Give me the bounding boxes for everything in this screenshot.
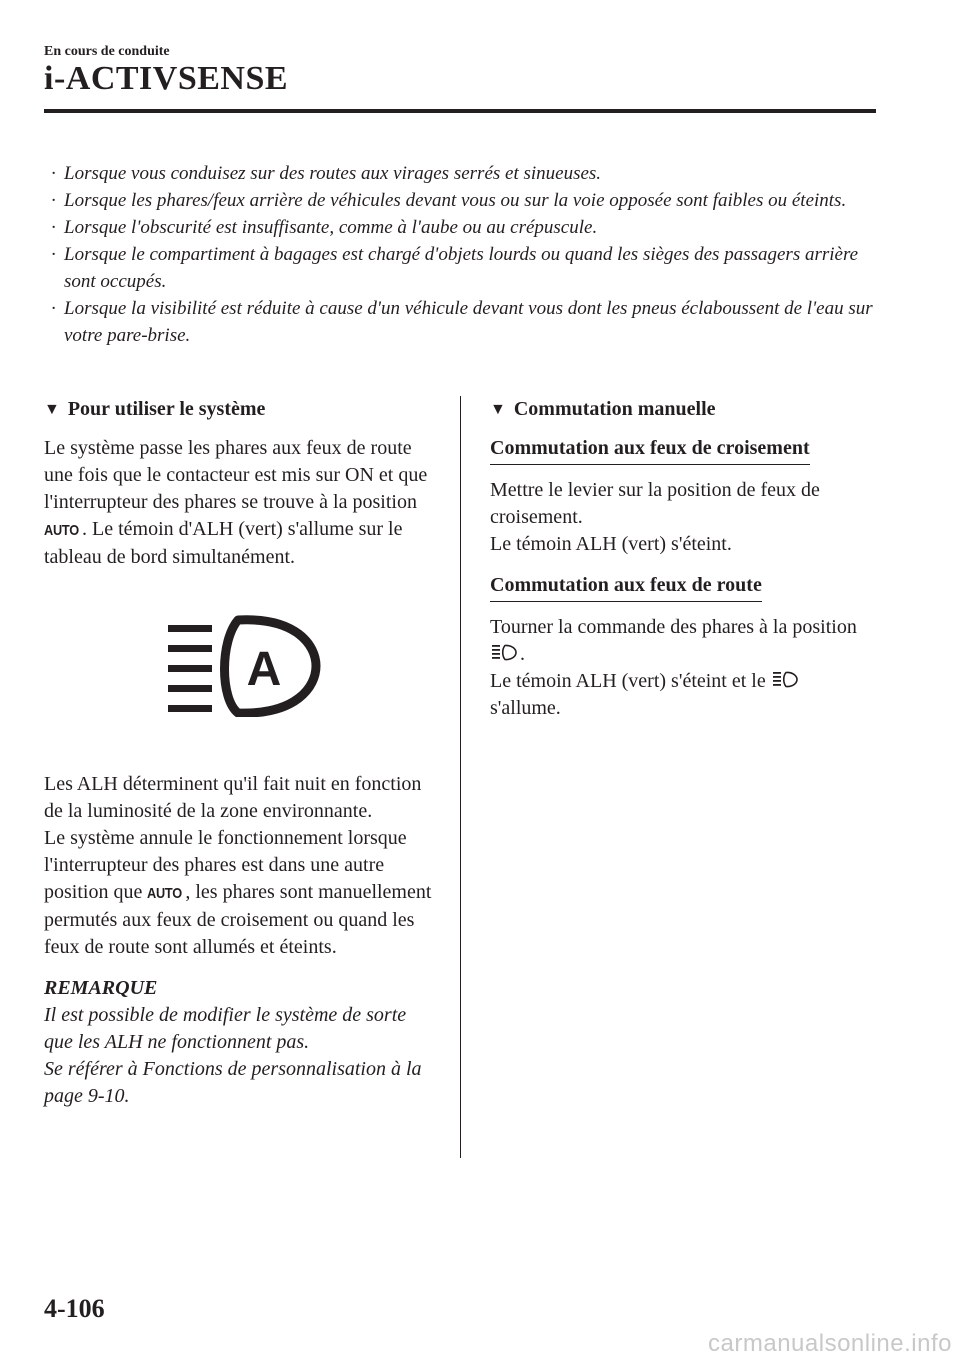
header-rule	[44, 109, 876, 113]
section-heading-manual: ▼ Commutation manuelle	[490, 398, 716, 420]
remarque-text: Il est possible de modifier le système de sorte que les ALH ne fonctionnent pas.	[44, 1004, 407, 1053]
alh-indicator-icon	[164, 607, 324, 717]
detection-paragraph: Les ALH déterminent qu'il fait nuit en fonction de la luminosité de la zone environnante.	[44, 773, 422, 822]
list-item: · Lorsque l'obscurité est insuffisante, comme à l'aube ou au crépuscule.	[48, 214, 878, 241]
remarque-reference: Se référer à Fonctions de personnalisation à la page 9-10.	[44, 1058, 422, 1107]
list-item: · Lorsque le compartiment à bagages est chargé d'objets lourds ou quand les sièges des passagers arrière sont occupés.	[48, 241, 878, 295]
bullet-dot: ·	[51, 163, 56, 184]
low-beam-paragraph: Mettre le levier sur la position de feux de croisement.	[490, 479, 820, 528]
subheading-low-beam: Commutation aux feux de croisement	[490, 436, 810, 465]
auto-position-label: AUTO	[147, 885, 183, 902]
bullet-dot: ·	[51, 244, 56, 265]
page-title: i-ACTIVSENSE	[44, 60, 289, 97]
section-label: En cours de conduite	[44, 44, 170, 59]
high-beam-paragraph: Tourner la commande des phares à la position .	[490, 616, 857, 665]
low-beam-status: Le témoin ALH (vert) s'éteint.	[490, 533, 732, 555]
high-beam-icon	[492, 644, 518, 661]
subheading-high-beam: Commutation aux feux de route	[490, 573, 762, 602]
column-divider	[460, 396, 461, 1158]
alh-indicator-figure	[44, 607, 439, 727]
list-item: · Lorsque les phares/feux arrière de véhicules devant vous ou sur la voie opposée sont faibles ou éteints.	[48, 187, 878, 214]
watermark: carmanualsonline.info	[708, 1330, 952, 1357]
list-item: · Lorsque vous conduisez sur des routes aux virages serrés et sinueuses.	[48, 160, 878, 187]
bullet-dot: ·	[51, 217, 56, 238]
high-beam-status: Le témoin ALH (vert) s'éteint et le s'allume.	[490, 668, 880, 722]
condition-list	[48, 160, 878, 349]
list-item: · Lorsque la visibilité est réduite à cause d'un véhicule devant vous dont les pneus éclaboussent de l'eau sur votre pare-brise.	[48, 295, 878, 349]
remarque-title: REMARQUE	[44, 977, 158, 999]
auto-position-label: AUTO	[44, 522, 79, 539]
left-column	[44, 396, 439, 1110]
bullet-dot: ·	[51, 298, 56, 319]
bullet-dot: ·	[51, 190, 56, 211]
right-column	[490, 396, 880, 722]
triangle-marker-icon: ▼	[44, 401, 60, 418]
high-beam-icon	[773, 671, 799, 688]
indicator-letter: A	[246, 643, 282, 696]
cancel-paragraph: Le système annule le fonctionnement lorsque l'interrupteur des phares est dans une autre position que AUTO , les phares sont manuellement permutés aux feux de croisement ou quand les feux de route sont allumés et éteints.	[44, 827, 432, 958]
section-heading-usage: ▼ Pour utiliser le système	[44, 398, 266, 420]
usage-paragraph: Le système passe les phares aux feux de route une fois que le contacteur est mis sur ON et que l'interrupteur des phares se trouve à la position AUTO . Le témoin d'ALH (vert) s'allume sur le tableau de bord simultanément.	[44, 437, 428, 568]
page-number: 4-106	[44, 1294, 105, 1323]
triangle-marker-icon: ▼	[490, 401, 506, 418]
